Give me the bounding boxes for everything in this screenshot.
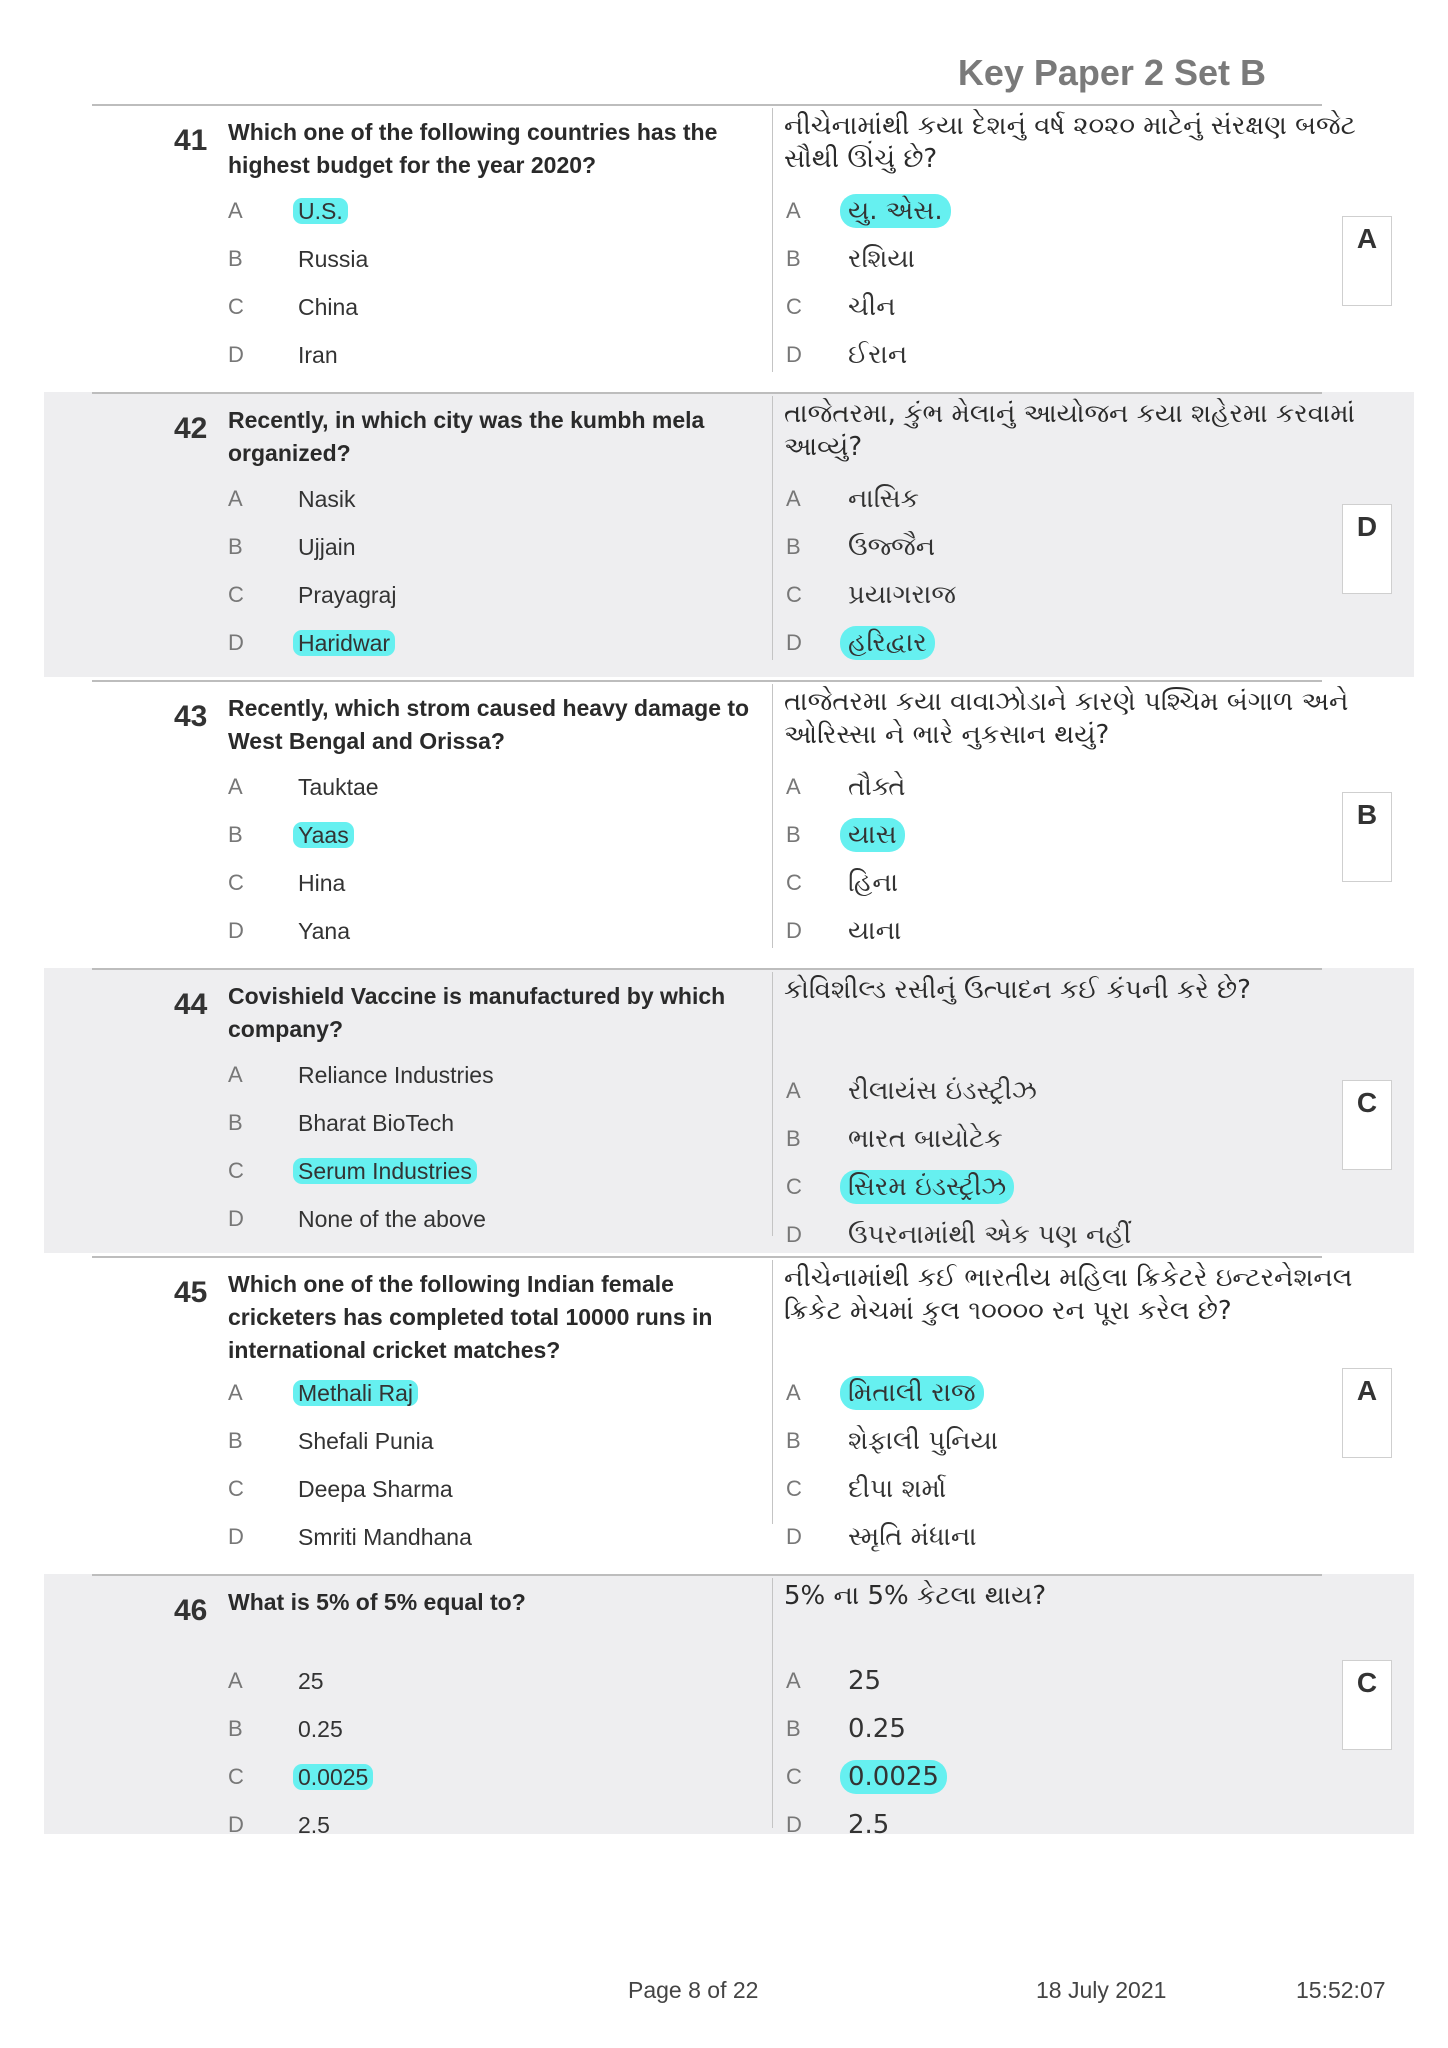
option-letter: C [228,582,244,607]
option-text: રશિયા [848,244,916,274]
option-letter: C [228,294,244,319]
answer-highlight: 0.0025 [840,1760,947,1794]
answer-box [1342,1080,1392,1170]
option-text: Prayagraj [298,582,397,608]
answer-box [1342,504,1392,594]
question-number: 41 [174,124,208,157]
question-43 [44,680,1414,965]
option-letter: A [786,198,801,223]
option-letter: C [228,1158,244,1183]
highlighted-answer [848,818,905,852]
option-letter: B [786,1126,801,1151]
option-letter: B [786,822,801,847]
question-41 [44,104,1414,389]
option-letter: B [228,1428,243,1453]
footer-date: 18 July 2021 [1036,1977,1167,2003]
divider-line [92,104,1322,106]
option-text: ઉજ્જૈન [848,532,936,562]
option-text: હિના [848,868,899,898]
answer-highlight: યાસ [840,818,905,852]
question-number: 44 [174,988,208,1021]
option-text: રીલાયંસ ઇંડસ્ટ્રીઝ [848,1076,1037,1106]
option-text: Nasik [298,486,356,512]
column-divider [772,1260,773,1524]
option-text: Smriti Mandhana [298,1524,472,1550]
highlighted-answer [298,1376,418,1410]
option-letter: B [228,1716,243,1741]
option-text: શેફાલી પુનિયા [848,1426,999,1456]
option-letter: C [786,1764,802,1789]
option-letter: D [228,1206,244,1231]
column-divider [772,972,773,1236]
option-letter: A [228,198,243,223]
option-text: ઉપરનામાંથી એક પણ નહીં [848,1220,1132,1250]
highlighted-answer [848,1170,1014,1204]
option-text: Iran [298,342,338,368]
highlighted-answer [848,194,951,228]
answer-highlight: મિતાલી રાજ [840,1376,984,1410]
option-letter: D [228,630,244,655]
question-text-gujarati: નીચેનામાંથી કયા દેશનું વર્ષ ૨૦૨૦ માટેનું સંરક્ષણ બજેટ સૌથી ઊંચું છે? [784,111,1356,174]
column-divider [772,396,773,660]
answer-highlight: Haridwar [293,630,395,656]
option-text: સ્મૃતિ મંધાના [848,1522,977,1552]
column-divider [772,1578,773,1828]
column-divider [772,108,773,372]
answer-letter: A [1356,223,1378,254]
option-letter: D [228,918,244,943]
option-letter: A [786,1078,801,1103]
option-text: Deepa Sharma [298,1476,453,1502]
option-text: 0.25 [298,1716,343,1742]
option-text: Bharat BioTech [298,1110,454,1136]
page-title: Key Paper 2 Set B [957,52,1266,93]
answer-box [1342,1368,1392,1458]
option-text: Reliance Industries [298,1062,494,1088]
question-text-english: Recently, in which city was the kumbh mela organized? [228,407,705,466]
option-letter: C [228,1764,244,1789]
option-text: પ્રયાગરાજ [848,580,956,610]
option-letter: D [786,342,802,367]
divider-line [92,968,1322,970]
option-text: દીપા શર્મા [848,1474,947,1504]
option-letter: B [228,534,243,559]
column-divider [772,684,773,948]
option-letter: A [228,1668,243,1693]
option-text: Ujjain [298,534,356,560]
answer-highlight: Serum Industries [293,1158,477,1184]
option-letter: B [228,1110,243,1135]
answer-box [1342,216,1392,306]
divider-line [92,680,1322,682]
page-number: Page 8 of 22 [628,1977,759,2003]
option-letter: A [786,486,801,511]
answer-box [1342,792,1392,882]
option-letter: C [786,294,802,319]
option-letter: D [786,1222,802,1247]
question-text-english: Covishield Vaccine is manufactured by which company? [228,983,726,1042]
answer-highlight: હરિદ્વાર [840,626,935,660]
question-text-gujarati: નીચેનામાંથી કઈ ભારતીય મહિલા ક્રિકેટરે ઇન્ટરનેશનલ ક્રિકેટ મેચમાં કુલ ૧૦૦૦૦ રન પૂરા કરેલ છે? [784,1263,1353,1326]
option-letter: D [786,1524,802,1549]
highlighted-answer [298,1760,373,1794]
option-text: Tauktae [298,774,379,800]
option-letter: B [786,246,801,271]
answer-highlight: 0.0025 [293,1764,373,1790]
option-text: ભારત બાયોટેક [848,1124,1003,1154]
option-text: 2.5 [298,1812,330,1838]
question-text-english: What is 5% of 5% equal to? [228,1589,526,1615]
option-text: ચીન [848,292,896,322]
answer-letter: A [1356,1375,1378,1406]
answer-box [1342,1660,1392,1750]
option-text: યાના [848,916,902,946]
option-letter: B [786,1428,801,1453]
question-number: 45 [174,1276,208,1309]
option-text: Hina [298,870,346,896]
option-letter: A [786,1668,801,1693]
answer-letter: D [1356,511,1378,542]
question-text-gujarati: તાજેતરમા, કુંભ મેલાનું આયોજન કયા શહેરમા કરવામાં આવ્યું? [784,399,1356,462]
option-letter: A [228,1380,243,1405]
option-letter: C [786,870,802,895]
answer-letter: B [1356,799,1378,830]
option-letter: C [228,1476,244,1501]
option-text: Yana [298,918,351,944]
highlighted-answer [298,818,354,852]
option-letter: B [228,822,243,847]
question-44 [44,968,1414,1253]
option-letter: C [786,582,802,607]
option-letter: D [786,1812,802,1837]
option-letter: C [228,870,244,895]
footer-time: 15:52:07 [1296,1977,1386,2003]
question-text-english: Which one of the following countries has the highest budget for the year 2020? [228,119,718,178]
answer-highlight: Methali Raj [293,1380,418,1406]
option-letter: B [786,1716,801,1741]
question-45 [44,1256,1414,1552]
highlighted-answer [848,1376,984,1410]
question-number: 42 [174,412,208,445]
option-text: તૌક્તે [848,772,906,802]
option-text: 25 [298,1668,324,1694]
divider-line [92,1574,1322,1576]
highlighted-answer [848,626,935,660]
question-46 [44,1574,1414,1840]
option-letter: D [228,1524,244,1549]
option-letter: A [228,1062,243,1087]
option-letter: A [228,486,243,511]
option-letter: A [228,774,243,799]
option-letter: D [786,918,802,943]
answer-highlight: Yaas [293,822,354,848]
highlighted-answer [298,1154,477,1188]
option-text: Shefali Punia [298,1428,434,1454]
question-text-gujarati: તાજેતરમા કયા વાવાઝોડાને કારણે પશ્ચિમ બંગાળ અને ઓરિસ્સા ને ભારે નુકસાન થયું? [784,687,1349,750]
question-text-gujarati: કોવિશીલ્ડ રસીનું ઉત્પાદન કઈ કંપની કરે છે? [784,975,1251,1005]
answer-letter: C [1356,1087,1378,1118]
option-text: Russia [298,246,369,272]
answer-highlight: સિરમ ઇંડસ્ટ્રીઝ [840,1170,1014,1204]
option-letter: B [786,534,801,559]
option-text: None of the above [298,1206,486,1232]
option-letter: A [786,1380,801,1405]
option-text: 25 [848,1666,882,1696]
option-letter: A [786,774,801,799]
option-text: 2.5 [848,1810,890,1840]
answer-highlight: યુ. એસ. [840,194,951,228]
divider-line [92,392,1322,394]
question-number: 43 [174,700,208,733]
option-text: ઈરાન [848,340,908,370]
answer-highlight: U.S. [293,198,348,224]
divider-line [92,1256,1322,1258]
answer-letter: C [1356,1667,1378,1698]
option-letter: C [786,1476,802,1501]
option-letter: D [786,630,802,655]
option-letter: B [228,246,243,271]
highlighted-answer [298,194,348,228]
option-letter: D [228,1812,244,1837]
highlighted-answer [298,626,395,660]
question-number: 46 [174,1594,208,1627]
question-42 [44,392,1414,677]
option-letter: C [786,1174,802,1199]
question-text-english: Recently, which strom caused heavy damage to West Bengal and Orissa? [228,695,750,754]
question-text-english: Which one of the following Indian female cricketers has completed total 10000 runs in international cricket matches? [228,1271,713,1363]
option-text: China [298,294,359,320]
question-text-gujarati: 5% ના 5% કેટલા થાય? [784,1581,1047,1611]
highlighted-answer [848,1760,947,1794]
option-text: 0.25 [848,1714,906,1744]
option-text: નાસિક [848,484,920,514]
option-letter: D [228,342,244,367]
